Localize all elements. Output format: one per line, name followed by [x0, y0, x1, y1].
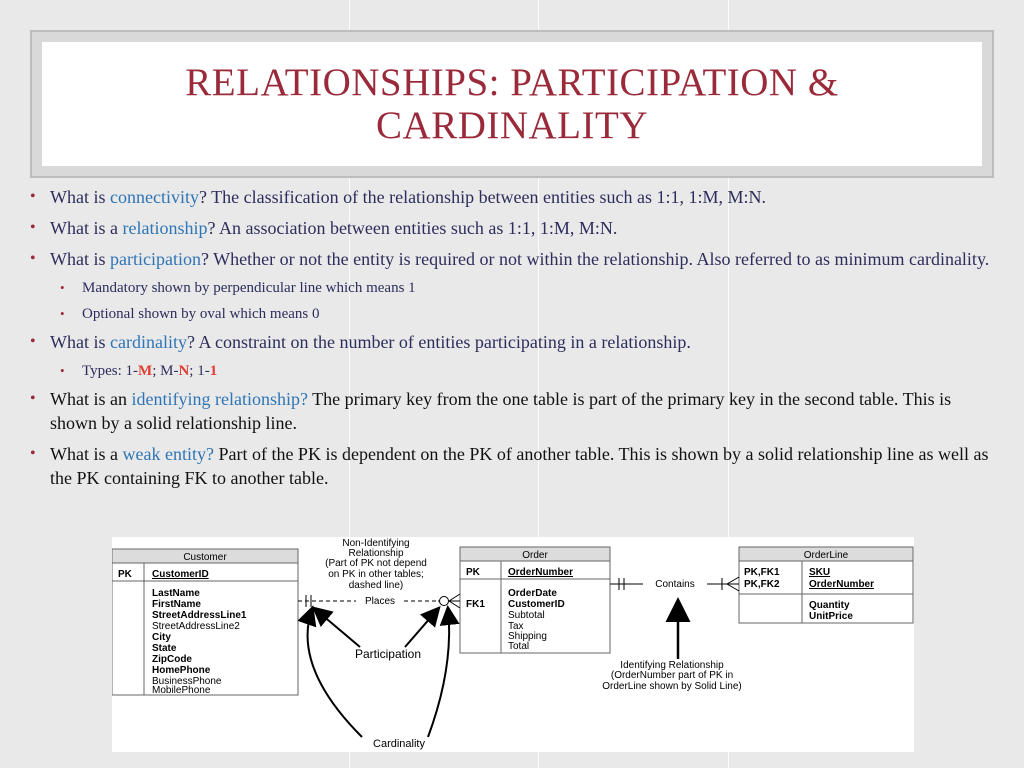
order-attr: OrderDate — [508, 588, 557, 599]
bullet-connectivity: • What is connectivity? The classification of the relationship between entities such as 1:1, 1:M, M:N. — [30, 185, 990, 209]
bullet-weak-entity: • What is a weak entity? Part of the PK is dependent on the PK of another table. This is shown by a solid relationship line as well as the PK containing FK to another table. — [30, 442, 990, 490]
note-line: Relationship — [348, 548, 404, 559]
note-line: dashed line) — [348, 580, 404, 591]
orderline-key-label: PK,FK1 — [744, 567, 780, 578]
orderline-key-label: PK,FK2 — [744, 579, 780, 590]
customer-entity — [112, 549, 298, 696]
order-entity-name: Order — [522, 550, 548, 561]
sub-bullet-types: • Types: 1-M; M-N; 1-1 — [30, 361, 990, 381]
participation-annotation — [315, 609, 438, 661]
contains-label: Contains — [655, 579, 695, 590]
bullet-participation: • What is participation? Whether or not the entity is required or not within the relationship. Also referred to as minimum cardinality. — [30, 247, 990, 271]
identifying-line: (OrderNumber part of PK in — [610, 670, 734, 681]
order-fk-label: FK1 — [466, 599, 485, 610]
customer-attr: ZipCode — [152, 654, 192, 665]
customer-attr: MobilePhone — [152, 685, 211, 696]
non-identifying-note — [325, 538, 427, 591]
orderline-entity — [739, 547, 913, 623]
orderline-attr: UnitPrice — [809, 611, 853, 622]
order-attr: CustomerID — [508, 599, 565, 610]
note-line: (Part of PK not depend — [325, 558, 427, 569]
sub-bullet-optional: • Optional shown by oval which means 0 — [30, 304, 990, 324]
customer-pk: CustomerID — [152, 569, 209, 580]
customer-attr: StreetAddressLine1 — [152, 610, 247, 621]
orderline-key: SKU — [809, 567, 831, 578]
order-attr: Tax — [508, 621, 524, 632]
customer-attr: FirstName — [152, 599, 201, 610]
customer-attr: LastName — [152, 588, 200, 599]
customer-attr: StreetAddressLine2 — [152, 621, 240, 632]
note-line: Non-Identifying — [342, 538, 410, 549]
customer-attr: BusinessPhone — [152, 676, 222, 687]
customer-attr: City — [152, 632, 171, 643]
order-pk-label: PK — [466, 567, 480, 578]
title-box — [42, 42, 982, 166]
bullet-list — [30, 185, 990, 497]
orderline-attr: Quantity — [809, 600, 850, 611]
order-attr: Total — [508, 641, 530, 652]
order-attr: Shipping — [508, 631, 547, 642]
order-entity — [460, 547, 610, 653]
identifying-line: Identifying Relationship — [620, 660, 724, 671]
customer-attr: HomePhone — [152, 665, 211, 676]
bullet-cardinality: • What is cardinality? A constraint on the number of entities participating in a relationship. — [30, 330, 990, 354]
orderline-entity-name: OrderLine — [803, 550, 849, 561]
places-relationship — [298, 594, 460, 608]
identifying-note — [602, 602, 742, 692]
contains-relationship — [610, 577, 739, 591]
order-attr: Subtotal — [508, 610, 545, 621]
customer-attr: State — [152, 643, 177, 654]
customer-entity-name: Customer — [183, 552, 227, 563]
participation-label: Participation — [354, 647, 422, 661]
bullet-relationship: • What is a relationship? An association between entities such as 1:1, 1:M, M:N. — [30, 216, 990, 240]
cardinality-annotation — [308, 609, 450, 750]
orderline-key: OrderNumber — [809, 579, 875, 590]
note-line: on PK in other tables; — [328, 569, 424, 580]
cardinality-label: Cardinality — [373, 738, 425, 750]
identifying-line: OrderLine shown by Solid Line) — [602, 681, 742, 692]
er-diagram — [112, 537, 914, 752]
sub-bullet-mandatory: • Mandatory shown by perpendicular line which means 1 — [30, 278, 990, 298]
order-pk: OrderNumber — [508, 567, 574, 578]
bullet-identifying-relationship: • What is an identifying relationship? The primary key from the one table is part of the primary key in the second table. This is shown by a solid relationship line. — [30, 387, 990, 435]
customer-pk-label: PK — [118, 569, 132, 580]
slide-title-line-1: RELATIONSHIPS: PARTICIPATION & — [185, 61, 839, 104]
places-label: Places — [364, 596, 396, 607]
slide-title-line-2: CARDINALITY — [376, 104, 648, 147]
